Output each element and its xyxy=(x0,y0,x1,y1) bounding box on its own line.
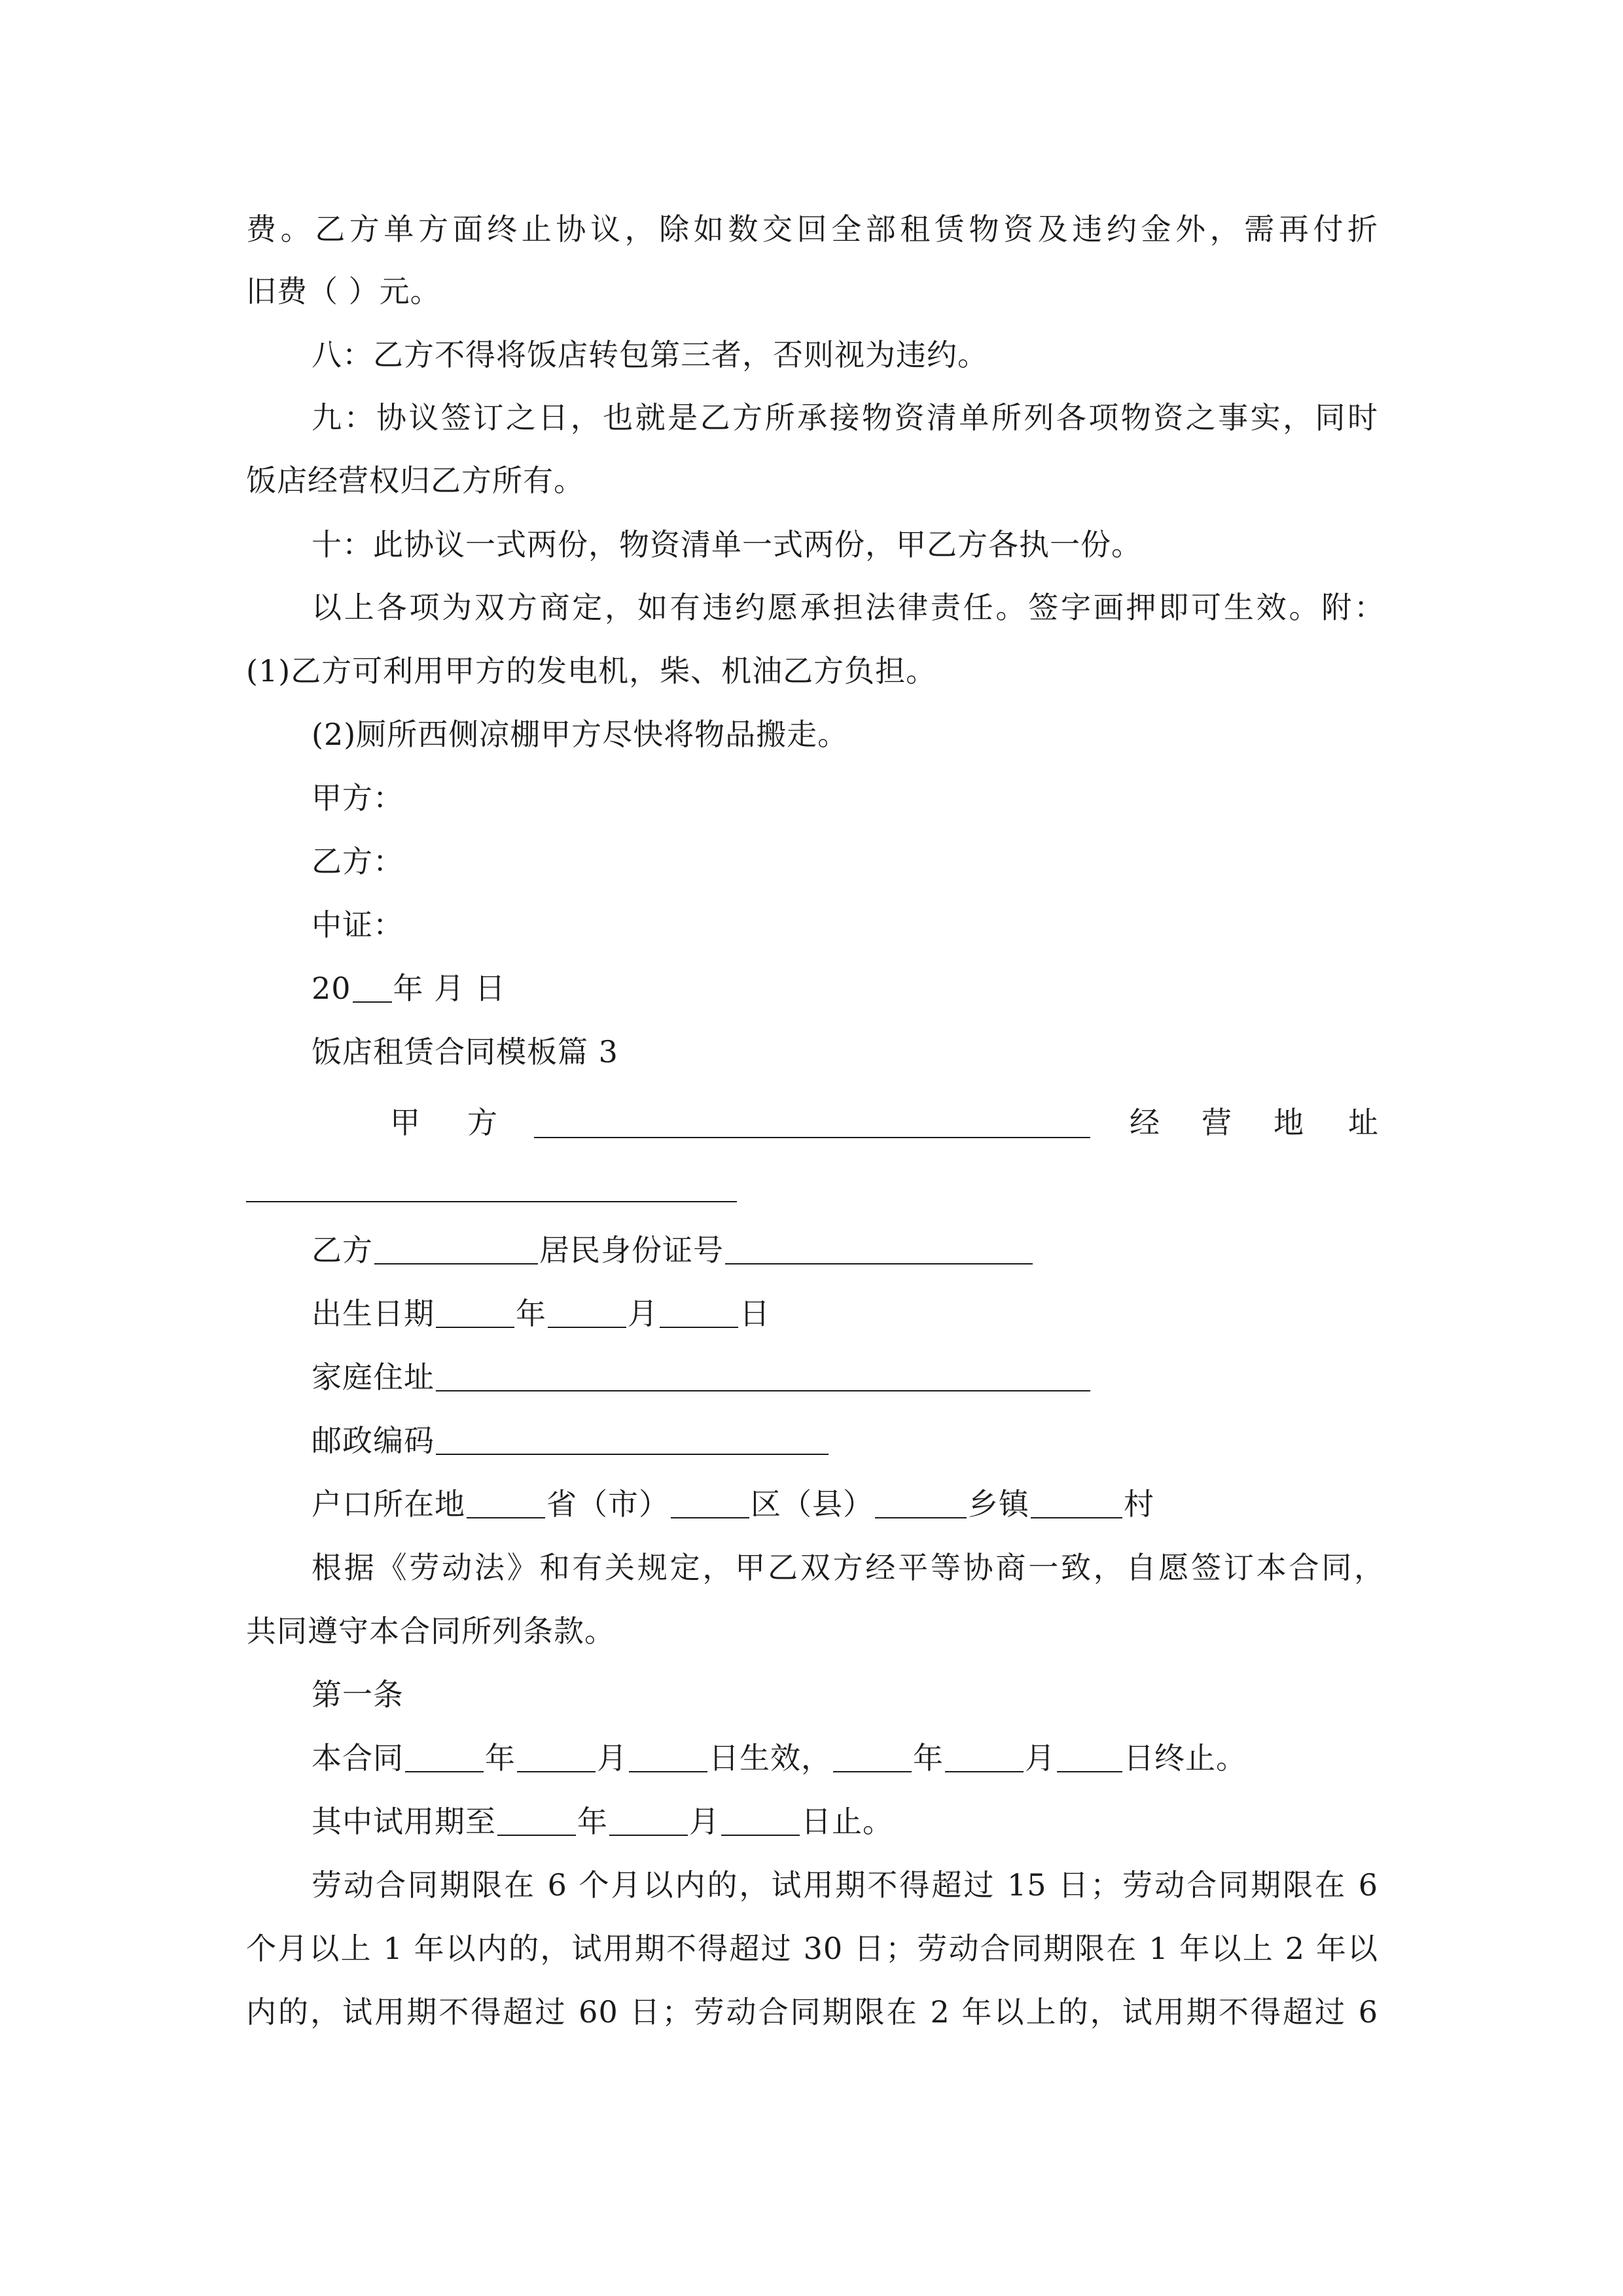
home-address-row xyxy=(312,1357,1444,1397)
blank-line xyxy=(725,1234,1033,1265)
clause-ten: 十：此协议一式两份，物资清单一式两份，甲乙方各执一份。 xyxy=(312,527,1142,562)
township-label: 乡镇 xyxy=(968,1486,1029,1522)
blank-line xyxy=(548,1298,626,1328)
probation-rule: 内的，试用期不得超过 60 日；劳动合同期限在 2 年以上的，试用期不得超过 6 xyxy=(246,1994,1378,2030)
appendix-item-2: (2)厕所西侧凉棚甲方尽快将物品搬走。 xyxy=(312,717,849,752)
id-number-label: 居民身份证号 xyxy=(539,1232,724,1268)
blank-line xyxy=(436,1361,1090,1391)
postal-code-row xyxy=(312,1421,1444,1460)
probation-end-label: 日止。 xyxy=(801,1804,893,1839)
signature-date xyxy=(312,969,1444,1008)
paragraph-line: 旧费（ ）元。 xyxy=(246,274,441,309)
blank-line xyxy=(1031,1488,1122,1518)
blank-line xyxy=(660,1298,738,1328)
month-label: 月 xyxy=(597,1740,628,1776)
probation-rule: 劳动合同期限在 6 个月以内的，试用期不得超过 15 日；劳动合同期限在 6 xyxy=(312,1867,1378,1903)
effective-label: 日生效， xyxy=(709,1740,832,1776)
province-label: 省（市） xyxy=(546,1486,669,1522)
blank-line xyxy=(405,1742,484,1772)
blank-line xyxy=(353,973,392,1003)
postal-code-label: 邮政编码 xyxy=(312,1423,435,1458)
blank-line xyxy=(436,1425,829,1455)
blank-line xyxy=(945,1742,1024,1772)
blank-line xyxy=(833,1742,912,1772)
blank-line xyxy=(721,1806,800,1836)
year-label: 年 xyxy=(516,1296,546,1331)
month-label: 月 xyxy=(689,1804,720,1839)
blank-line xyxy=(517,1742,596,1772)
blank-line xyxy=(875,1488,967,1518)
section-heading: 饭店租赁合同模板篇 3 xyxy=(312,1034,618,1069)
blank-line xyxy=(671,1488,749,1518)
address-char: 经 xyxy=(1130,1105,1160,1140)
probation-prefix: 其中试用期至 xyxy=(312,1804,496,1839)
blank-line xyxy=(374,1234,538,1265)
probation-rule: 个月以上 1 年以内的，试用期不得超过 30 日；劳动合同期限在 1 年以上 2 年以 xyxy=(246,1931,1378,1966)
month-label: 月 xyxy=(628,1296,658,1331)
term-prefix: 本合同 xyxy=(312,1740,404,1776)
village-label: 村 xyxy=(1124,1486,1154,1522)
date-century: 20 xyxy=(312,971,351,1006)
household-row xyxy=(312,1484,1444,1524)
household-label: 户口所在地 xyxy=(312,1486,465,1522)
article-heading: 第一条 xyxy=(312,1677,404,1712)
party-b-label: 乙方 xyxy=(312,1232,373,1268)
month-label: 月 xyxy=(1025,1740,1056,1776)
year-label: 年 xyxy=(913,1740,944,1776)
paragraph-line: 费。乙方单方面终止协议，除如数交回全部租赁物资及违约金外，需再付折 xyxy=(246,211,1378,247)
birth-date-row xyxy=(312,1294,1444,1333)
address-char: 地 xyxy=(1274,1105,1304,1140)
paragraph-line: 饭店经营权归乙方所有。 xyxy=(246,463,584,498)
blank-line xyxy=(1057,1742,1122,1772)
blank-line xyxy=(609,1806,688,1836)
address-char: 址 xyxy=(1348,1105,1379,1140)
address-char: 营 xyxy=(1202,1105,1232,1140)
birth-date-label: 出生日期 xyxy=(312,1296,435,1331)
day-label: 日 xyxy=(740,1296,770,1331)
probation-row xyxy=(312,1802,1444,1841)
agreement-statement: 以上各项为双方商定，如有违约愿承担法律责任。签字画押即可生效。附： xyxy=(312,590,1385,625)
clause-eight: 八：乙方不得将饭店转包第三者，否则视为违约。 xyxy=(312,337,988,372)
blank-line xyxy=(467,1488,545,1518)
party-a-char: 甲 xyxy=(390,1105,421,1140)
party-a-char: 方 xyxy=(467,1105,498,1140)
home-address-label: 家庭住址 xyxy=(312,1359,435,1395)
address-blank xyxy=(246,1201,737,1202)
date-fields: 年 月 日 xyxy=(393,971,506,1006)
signature-party-b: 乙方： xyxy=(312,844,404,879)
party-a-blank xyxy=(534,1108,1090,1138)
basis-paragraph: 根据《劳动法》和有关规定，甲乙双方经平等协商一致，自愿签订本合同， xyxy=(312,1550,1385,1585)
basis-paragraph: 共同遵守本合同所列条款。 xyxy=(246,1613,615,1649)
year-label: 年 xyxy=(577,1804,608,1839)
year-label: 年 xyxy=(485,1740,516,1776)
party-b-row xyxy=(312,1230,1444,1270)
appendix-item-1: (1)乙方可利用甲方的发电机，柴、机油乙方负担。 xyxy=(246,653,937,689)
signature-witness: 中证： xyxy=(312,907,404,942)
blank-line xyxy=(497,1806,576,1836)
contract-term-row xyxy=(312,1738,1444,1778)
blank-line xyxy=(436,1298,514,1328)
signature-party-a: 甲方： xyxy=(312,780,404,816)
blank-line xyxy=(629,1742,707,1772)
terminate-label: 日终止。 xyxy=(1124,1740,1247,1776)
district-label: 区（县） xyxy=(751,1486,874,1522)
clause-nine: 九：协议签订之日，也就是乙方所承接物资清单所列各项物资之事实，同时 xyxy=(312,400,1378,435)
